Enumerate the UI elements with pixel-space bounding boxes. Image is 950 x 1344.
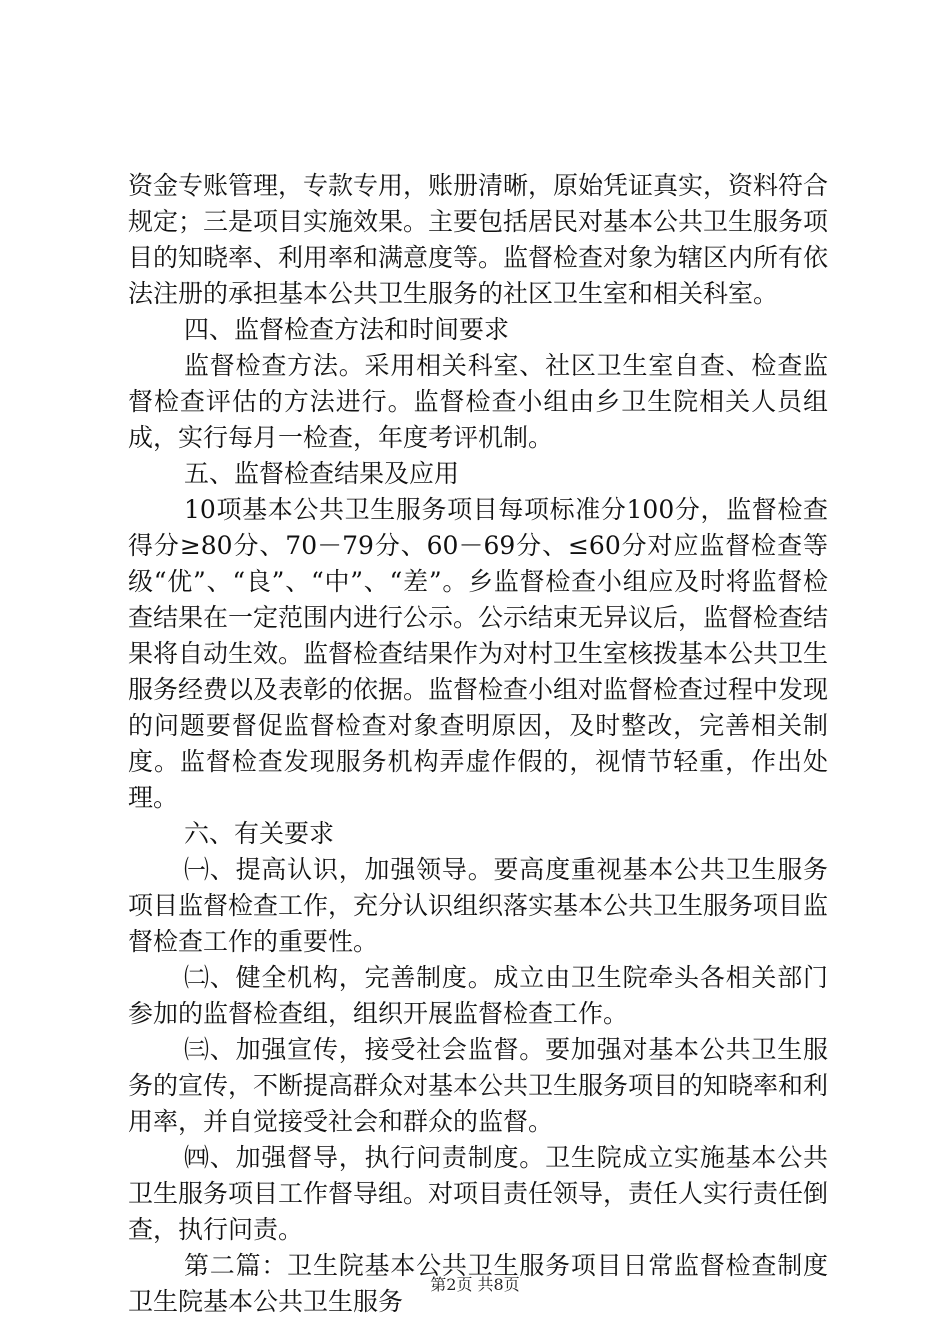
paragraph-continuation: 资金专账管理，专款专用，账册清晰，原始凭证真实，资料符合规定；三是项目实施效果。主要包括居民对基本公共卫生服务项目的知晓率、利用率和满意度等。监督检查对象为辖区内所有依法注册的承担基本公共卫生服务的社区卫生室和相关科室。 bbox=[128, 171, 829, 308]
document-body bbox=[128, 168, 828, 1320]
paragraph-requirement-4: ㈣、加强督导，执行问责制度。卫生院成立实施基本公共卫生服务项目工作督导组。对项目责任领导，责任人实行责任倒查，执行问责。 bbox=[128, 1143, 829, 1244]
paragraph-requirement-3: ㈢、加强宣传，接受社会监督。要加强对基本公共卫生服务的宣传，不断提高群众对基本公共卫生服务项目的知晓率和利用率，并自觉接受社会和群众的监督。 bbox=[128, 1035, 829, 1136]
paragraph-second-article-title: 第二篇：卫生院基本公共卫生服务项目日常监督检查制度卫生院基本公共卫生服务 bbox=[128, 1251, 828, 1316]
paragraph-results: 10项基本公共卫生服务项目每项标准分100分，监督检查得分≥80分、70－79分、60－69分、≤60分对应监督检查等级“优”、“良”、“中”、“差”。乡监督检查小组应及时将监督检查结果在一定范围内进行公示。公示结束无异议后，监督检查结果将自动生效。监督检查结果作为对村卫生室核拨基本公共卫生服务经费以及表彰的依据。监督检查小组对监督检查过程中发现的问题要督促监督检查对象查明原因，及时整改，完善相关制度。监督检查发现服务机构弄虚作假的，视情节轻重，作出处理。 bbox=[128, 495, 829, 812]
paragraph-method: 监督检查方法。采用相关科室、社区卫生室自查、检查监督检查评估的方法进行。监督检查小组由乡卫生院相关人员组成，实行每月一检查，年度考评机制。 bbox=[128, 351, 828, 452]
section-heading-6: 六、有关要求 bbox=[184, 819, 335, 848]
section-heading-4: 四、监督检查方法和时间要求 bbox=[184, 315, 510, 344]
paragraph-requirement-1: ㈠、提高认识，加强领导。要高度重视基本公共卫生服务项目监督检查工作，充分认识组织落实基本公共卫生服务项目监督检查工作的重要性。 bbox=[128, 855, 829, 956]
paragraph-requirement-2: ㈡、健全机构，完善制度。成立由卫生院牵头各相关部门参加的监督检查组，组织开展监督检查工作。 bbox=[128, 963, 828, 1028]
page-number-footer: 第2页 共8页 bbox=[430, 1275, 520, 1294]
section-heading-5: 五、监督检查结果及应用 bbox=[184, 459, 460, 488]
